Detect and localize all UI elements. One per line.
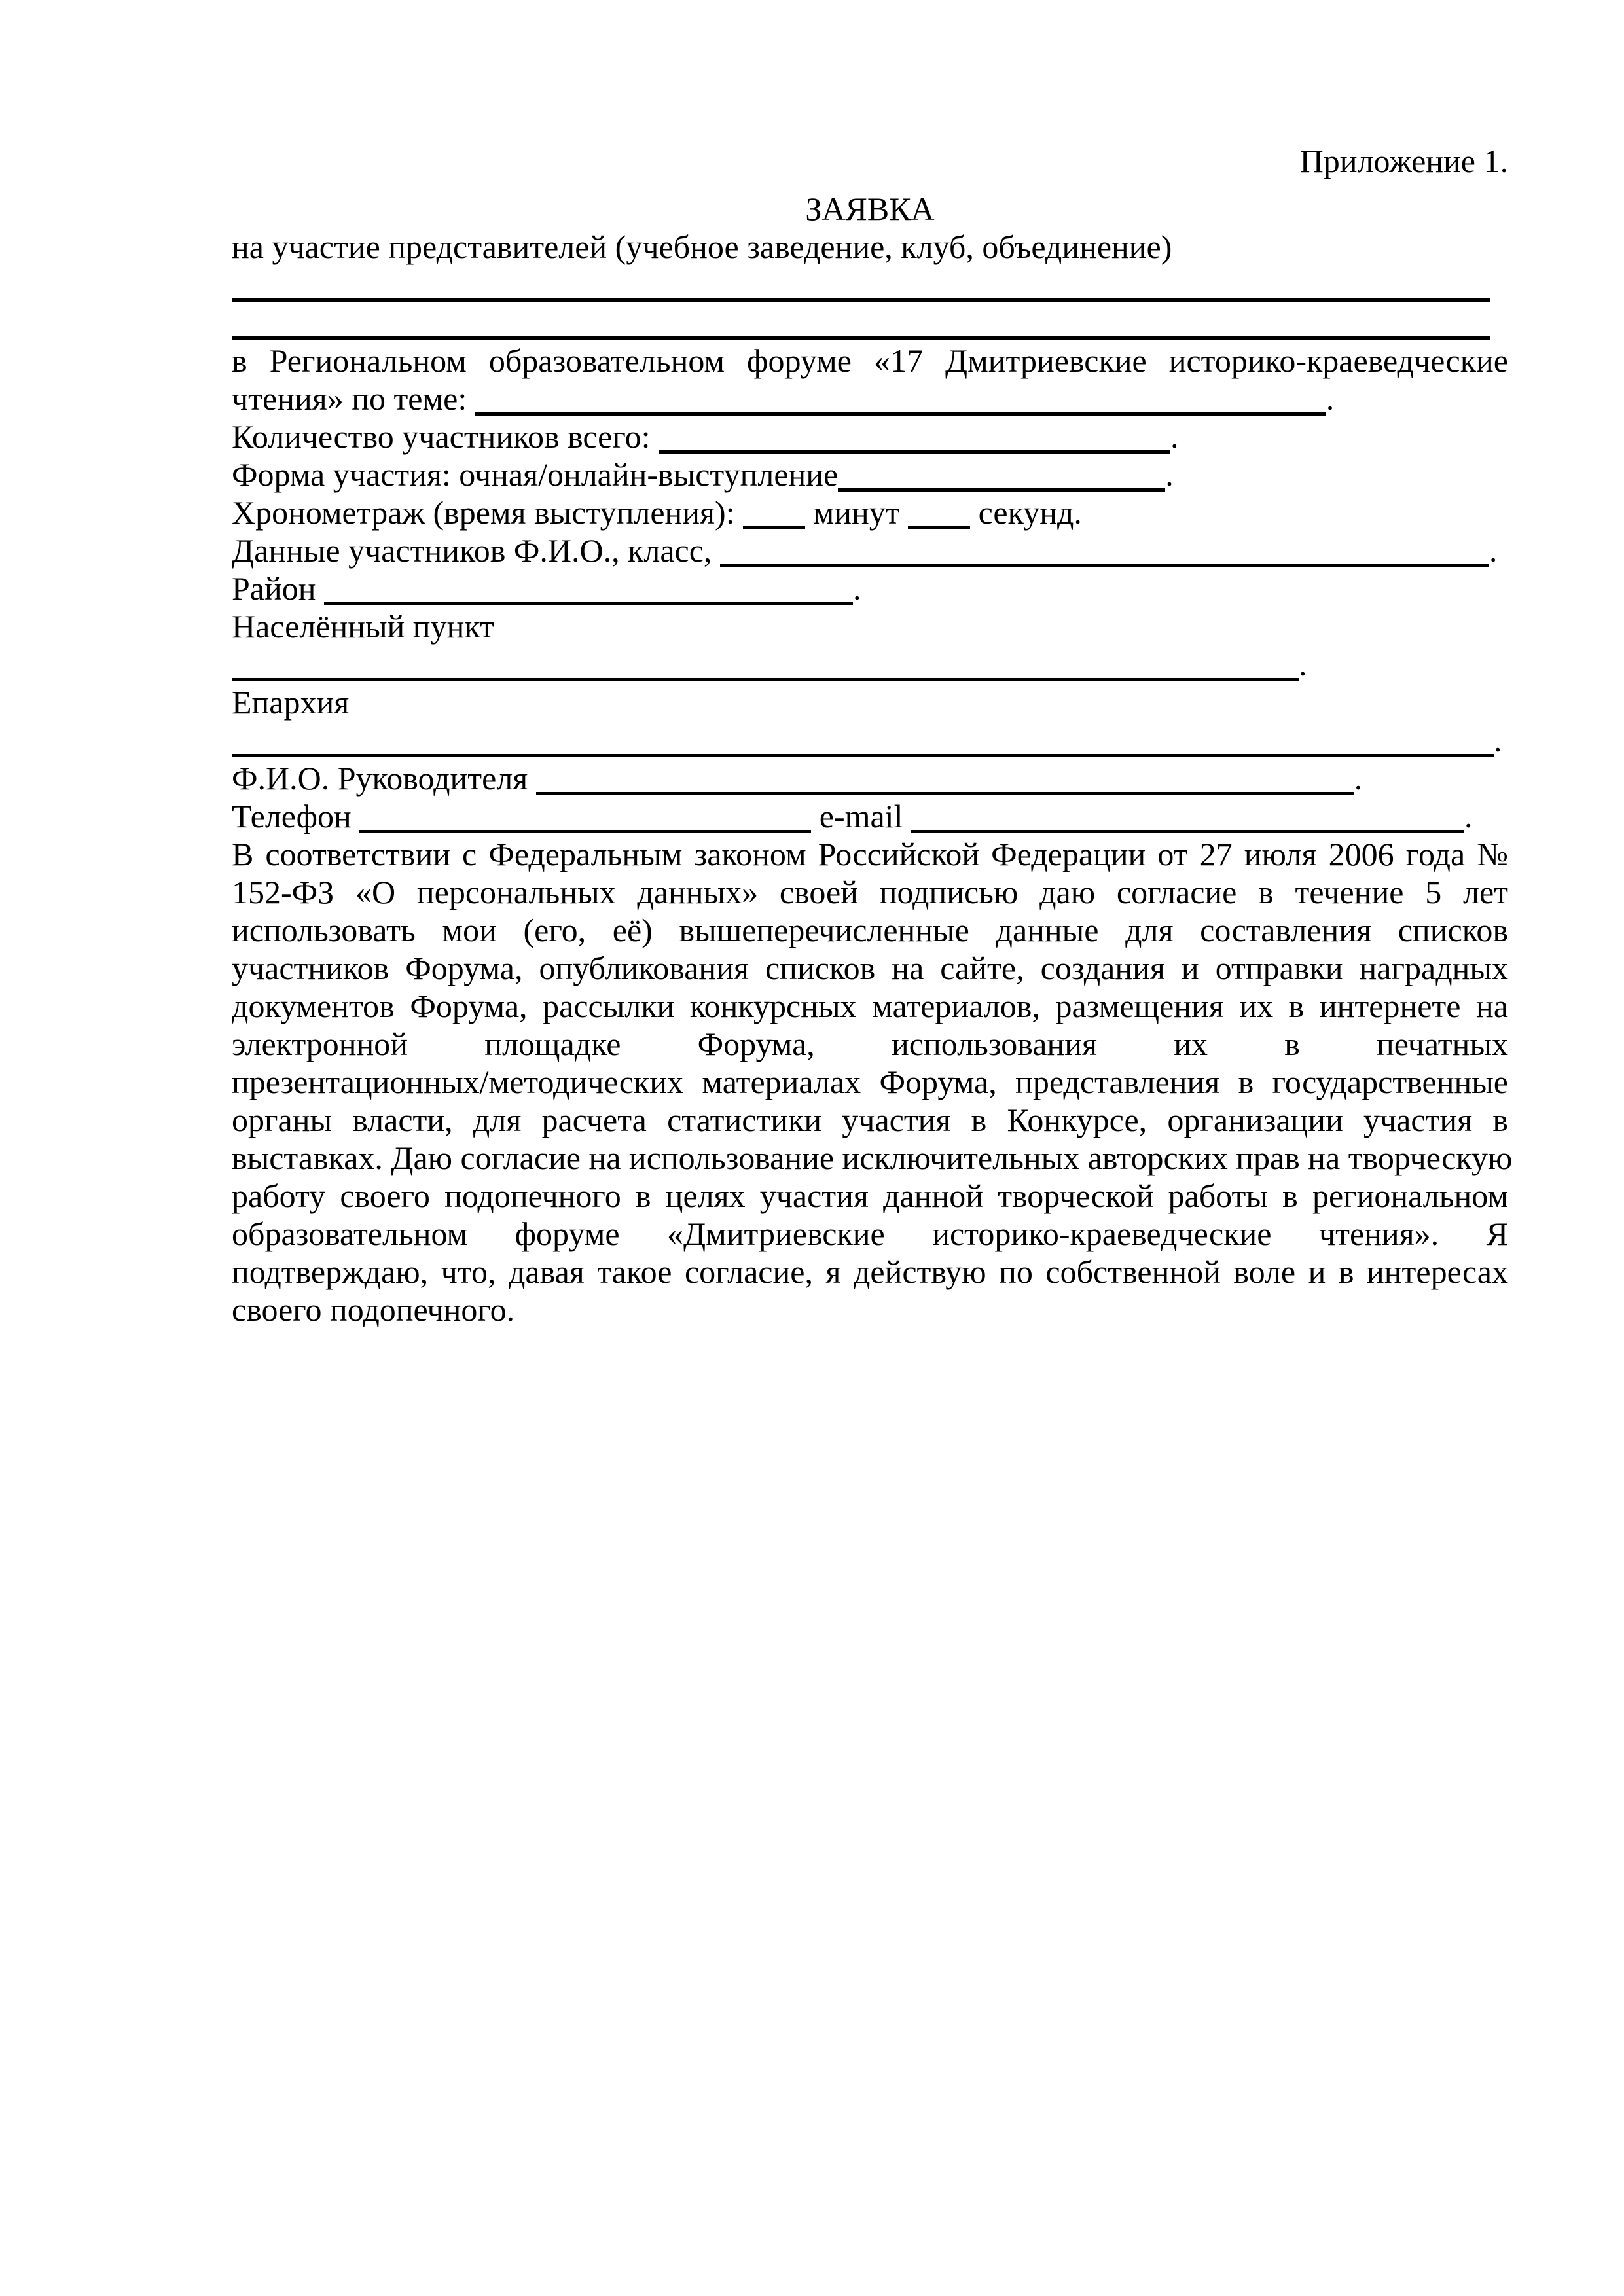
- district-row: [232, 569, 1508, 607]
- participant-count-blank-field: [659, 450, 1170, 454]
- theme-label: чтения» по теме:: [232, 380, 467, 417]
- page-title: ЗАЯВКА: [805, 190, 935, 227]
- settlement-label-row: [232, 607, 1508, 645]
- district-blank-field: [324, 602, 853, 605]
- consent-line: В соответствии с Федеральным законом Российской Федерации от 27 июля 2006 года №: [232, 836, 1508, 872]
- appendix-label: Приложение 1.: [1299, 143, 1508, 179]
- period: .: [1494, 722, 1502, 759]
- participants-data-row: [232, 531, 1508, 569]
- consent-line: подтверждаю, что, давая такое согласие, я действую по собственной воле и в интересах: [232, 1253, 1508, 1290]
- eparchy-label: Епархия: [232, 684, 350, 721]
- timing-row: [232, 493, 1508, 531]
- phone-email-row: [232, 797, 1508, 835]
- phone-blank-field: [359, 830, 811, 833]
- eparchy-blank-field: [232, 754, 1494, 757]
- timing-label: Хронометраж (время выступления):: [232, 494, 735, 531]
- leader-label: Ф.И.О. Руководителя: [232, 760, 528, 797]
- participant-count-label: Количество участников всего:: [232, 418, 651, 455]
- theme-blank-field: [475, 412, 1326, 416]
- email-blank-field: [911, 830, 1464, 833]
- settlement-blank-row: [232, 645, 1508, 683]
- period: .: [1165, 456, 1174, 493]
- participant-count-row: [232, 418, 1508, 456]
- consent-line: электронной площадке Форума, использования их в печатных: [232, 1026, 1508, 1062]
- consent-line: работу своего подопечного в целях участия данной творческой работы в региональном: [232, 1177, 1508, 1214]
- participation-form-row: [232, 456, 1508, 493]
- institution-blank-field-1: [232, 298, 1490, 302]
- district-label: Район: [232, 570, 316, 607]
- period: .: [1326, 380, 1335, 417]
- consent-line: 152-ФЗ «О персональных данных» своей подписью даю согласие в течение 5 лет: [232, 874, 1508, 910]
- consent-line: участников Форума, опубликования списков на сайте, создания и отправки наградных: [232, 950, 1508, 986]
- period: .: [853, 570, 861, 607]
- participants-data-label: Данные участников Ф.И.О., класс,: [232, 532, 712, 569]
- consent-line: своего подопечного.: [232, 1291, 515, 1328]
- consent-line: органы власти, для расчета статистики участия в Конкурсе, организации участия в: [232, 1102, 1508, 1138]
- participation-form-label: Форма участия: очная/онлайн-выступление: [232, 456, 839, 493]
- participants-data-blank-field: [720, 564, 1489, 567]
- email-label: e-mail: [819, 798, 903, 834]
- phone-label: Телефон: [232, 798, 352, 834]
- timing-seconds-blank-field: [908, 526, 970, 529]
- period: .: [1299, 646, 1307, 683]
- period: .: [1354, 760, 1363, 797]
- consent-line: презентационных/методических материалах Форума, представления в государственные: [232, 1064, 1508, 1100]
- participation-form-blank-field: [838, 488, 1165, 492]
- leader-blank-field: [536, 792, 1354, 795]
- eparchy-blank-row: [232, 721, 1508, 759]
- consent-line: образовательном форуме «Дмитриевские историко-краеведческие чтения». Я: [232, 1215, 1508, 1252]
- settlement-blank-field: [232, 678, 1299, 681]
- institution-blank-field-2: [232, 336, 1490, 340]
- period: .: [1489, 532, 1498, 569]
- consent-line: документов Форума, рассылки конкурсных материалов, размещения их в интернете на: [232, 988, 1508, 1024]
- institution-blank-row-1: [232, 266, 1508, 304]
- leader-row: [232, 759, 1508, 797]
- period: .: [1464, 798, 1473, 834]
- period: .: [1170, 418, 1179, 455]
- institution-blank-row-2: [232, 304, 1508, 342]
- consent-line: использовать мои (его, её) вышеперечисленные данные для составления списков: [232, 912, 1508, 948]
- settlement-label: Населённый пункт: [232, 608, 494, 645]
- timing-seconds-label: секунд.: [978, 494, 1082, 531]
- forum-name-line: в Региональном образовательном форуме «17 Дмитриевские историко-краеведческие: [232, 342, 1508, 379]
- timing-minutes-label: минут: [813, 494, 900, 531]
- eparchy-label-row: [232, 683, 1508, 721]
- timing-minutes-blank-field: [743, 526, 805, 529]
- consent-line: выставках. Даю согласие на использование исключительных авторских прав на творческую: [232, 1139, 1513, 1176]
- theme-row: [232, 380, 1508, 418]
- consent-paragraph: [232, 835, 1513, 1329]
- page-subtitle: на участие представителей (учебное заведение, клуб, объединение): [232, 228, 1172, 265]
